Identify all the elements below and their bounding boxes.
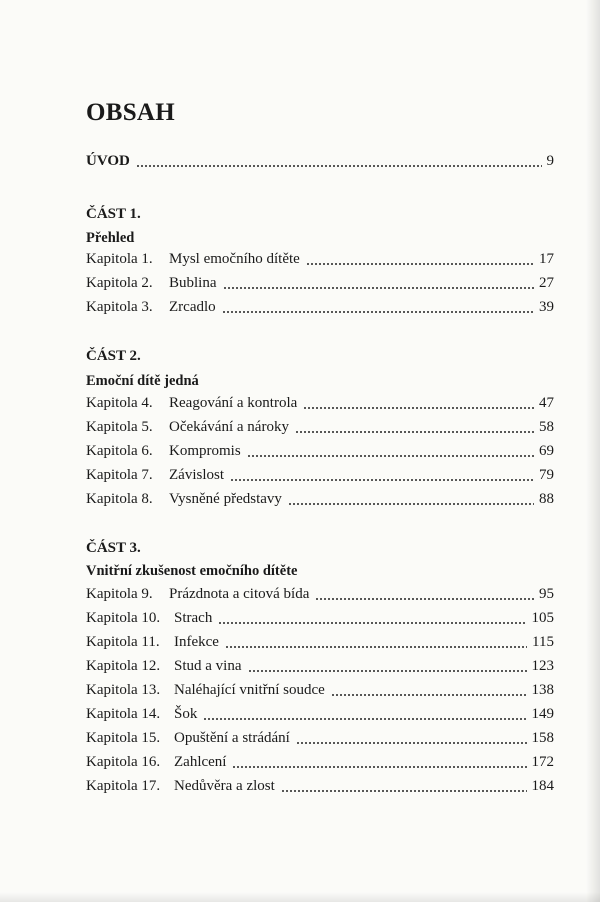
- page-number: 88: [539, 491, 554, 507]
- dot-leader: [223, 286, 535, 290]
- chapter-title: Naléhající vnitřní soudce: [174, 682, 325, 698]
- chapter-number: Kapitola 4.: [86, 395, 153, 411]
- chapter-number: Kapitola 11.: [86, 634, 160, 650]
- part-heading: ČÁST 1.: [86, 206, 141, 222]
- chapter-title: Očekávání a nároky: [169, 419, 289, 435]
- chapter-title: Závislost: [169, 467, 224, 483]
- dot-leader: [218, 621, 526, 625]
- chapter-number: Kapitola 1.: [86, 251, 153, 267]
- chapter-number: Kapitola 5.: [86, 419, 153, 435]
- page-number: 123: [531, 658, 554, 674]
- page-number: 184: [531, 778, 554, 794]
- part-subtitle: Emoční dítě jedná: [86, 373, 199, 389]
- dot-leader: [222, 310, 534, 314]
- toc-entry-intro[interactable]: [86, 150, 554, 172]
- toc-entry[interactable]: [86, 296, 554, 318]
- page-number: 172: [531, 754, 554, 770]
- toc-entry[interactable]: [86, 751, 554, 773]
- dot-leader: [232, 765, 526, 769]
- chapter-title: Nedůvěra a zlost: [174, 778, 275, 794]
- page-number: 115: [532, 634, 554, 650]
- chapter-number: Kapitola 17.: [86, 778, 161, 794]
- dot-leader: [248, 669, 527, 673]
- chapter-title: Opuštění a strádání: [174, 730, 290, 746]
- chapter-title: Zahlcení: [174, 754, 227, 770]
- page-title: OBSAH: [86, 99, 176, 126]
- toc-entry[interactable]: [86, 488, 554, 510]
- page-number: 138: [531, 682, 554, 698]
- dot-leader: [295, 430, 534, 434]
- dot-leader: [203, 717, 526, 721]
- part-heading: ČÁST 3.: [86, 540, 141, 556]
- chapter-title: Bublina: [169, 275, 217, 291]
- dot-leader: [315, 597, 534, 601]
- chapter-number: Kapitola 13.: [86, 682, 161, 698]
- chapter-title: Infekce: [174, 634, 219, 650]
- chapter-title: Vysněné představy: [169, 491, 282, 507]
- chapter-number: Kapitola 9.: [86, 586, 153, 602]
- page-number: 9: [546, 153, 554, 169]
- dot-leader: [230, 478, 534, 482]
- chapter-number: Kapitola 16.: [86, 754, 161, 770]
- page-number: 17: [539, 251, 554, 267]
- dot-leader: [247, 454, 534, 458]
- part-heading: ČÁST 2.: [86, 348, 141, 364]
- entry-label: ÚVOD: [86, 153, 130, 169]
- toc-entry[interactable]: [86, 727, 554, 749]
- chapter-title: Stud a vina: [174, 658, 242, 674]
- chapter-title: Zrcadlo: [169, 299, 216, 315]
- toc-entry[interactable]: [86, 464, 554, 486]
- page-edge-shadow: [586, 0, 600, 902]
- chapter-title: Kompromis: [169, 443, 241, 459]
- toc-entry[interactable]: [86, 416, 554, 438]
- chapter-number: Kapitola 2.: [86, 275, 153, 291]
- page-number: 58: [539, 419, 554, 435]
- page-number: 149: [531, 706, 554, 722]
- page-number: 69: [539, 443, 554, 459]
- dot-leader: [331, 693, 527, 697]
- chapter-number: Kapitola 12.: [86, 658, 161, 674]
- page-bottom-shadow: [0, 892, 600, 902]
- chapter-number: Kapitola 7.: [86, 467, 153, 483]
- dot-leader: [288, 502, 534, 506]
- toc-entry[interactable]: [86, 272, 554, 294]
- part-subtitle: Přehled: [86, 230, 135, 246]
- dot-leader: [281, 789, 527, 793]
- chapter-number: Kapitola 10.: [86, 610, 161, 626]
- dot-leader: [306, 262, 534, 266]
- page-number: 158: [531, 730, 554, 746]
- chapter-title: Strach: [174, 610, 213, 626]
- part-subtitle: Vnitřní zkušenost emočního dítěte: [86, 563, 298, 579]
- dot-leader: [303, 406, 534, 410]
- page-number: 27: [539, 275, 554, 291]
- page-number: 39: [539, 299, 554, 315]
- dot-leader: [225, 645, 527, 649]
- page-number: 105: [531, 610, 554, 626]
- toc-entry[interactable]: [86, 679, 554, 701]
- toc-entry[interactable]: [86, 631, 554, 653]
- chapter-title: Šok: [174, 706, 198, 722]
- toc-entry[interactable]: [86, 607, 554, 629]
- dot-leader: [136, 164, 542, 168]
- toc-entry[interactable]: [86, 392, 554, 414]
- chapter-number: Kapitola 15.: [86, 730, 161, 746]
- toc-entry[interactable]: [86, 655, 554, 677]
- page-number: 47: [539, 395, 554, 411]
- chapter-title: Prázdnota a citová bída: [169, 586, 310, 602]
- chapter-number: Kapitola 8.: [86, 491, 153, 507]
- toc-entry[interactable]: [86, 440, 554, 462]
- toc-entry[interactable]: [86, 775, 554, 797]
- toc-entry[interactable]: [86, 248, 554, 270]
- toc-entry[interactable]: [86, 703, 554, 725]
- chapter-number: Kapitola 14.: [86, 706, 161, 722]
- chapter-title: Reagování a kontrola: [169, 395, 298, 411]
- chapter-number: Kapitola 6.: [86, 443, 153, 459]
- toc-entry[interactable]: [86, 583, 554, 605]
- page-number: 79: [539, 467, 554, 483]
- chapter-number: Kapitola 3.: [86, 299, 153, 315]
- dot-leader: [296, 741, 527, 745]
- page-number: 95: [539, 586, 554, 602]
- chapter-title: Mysl emočního dítěte: [169, 251, 300, 267]
